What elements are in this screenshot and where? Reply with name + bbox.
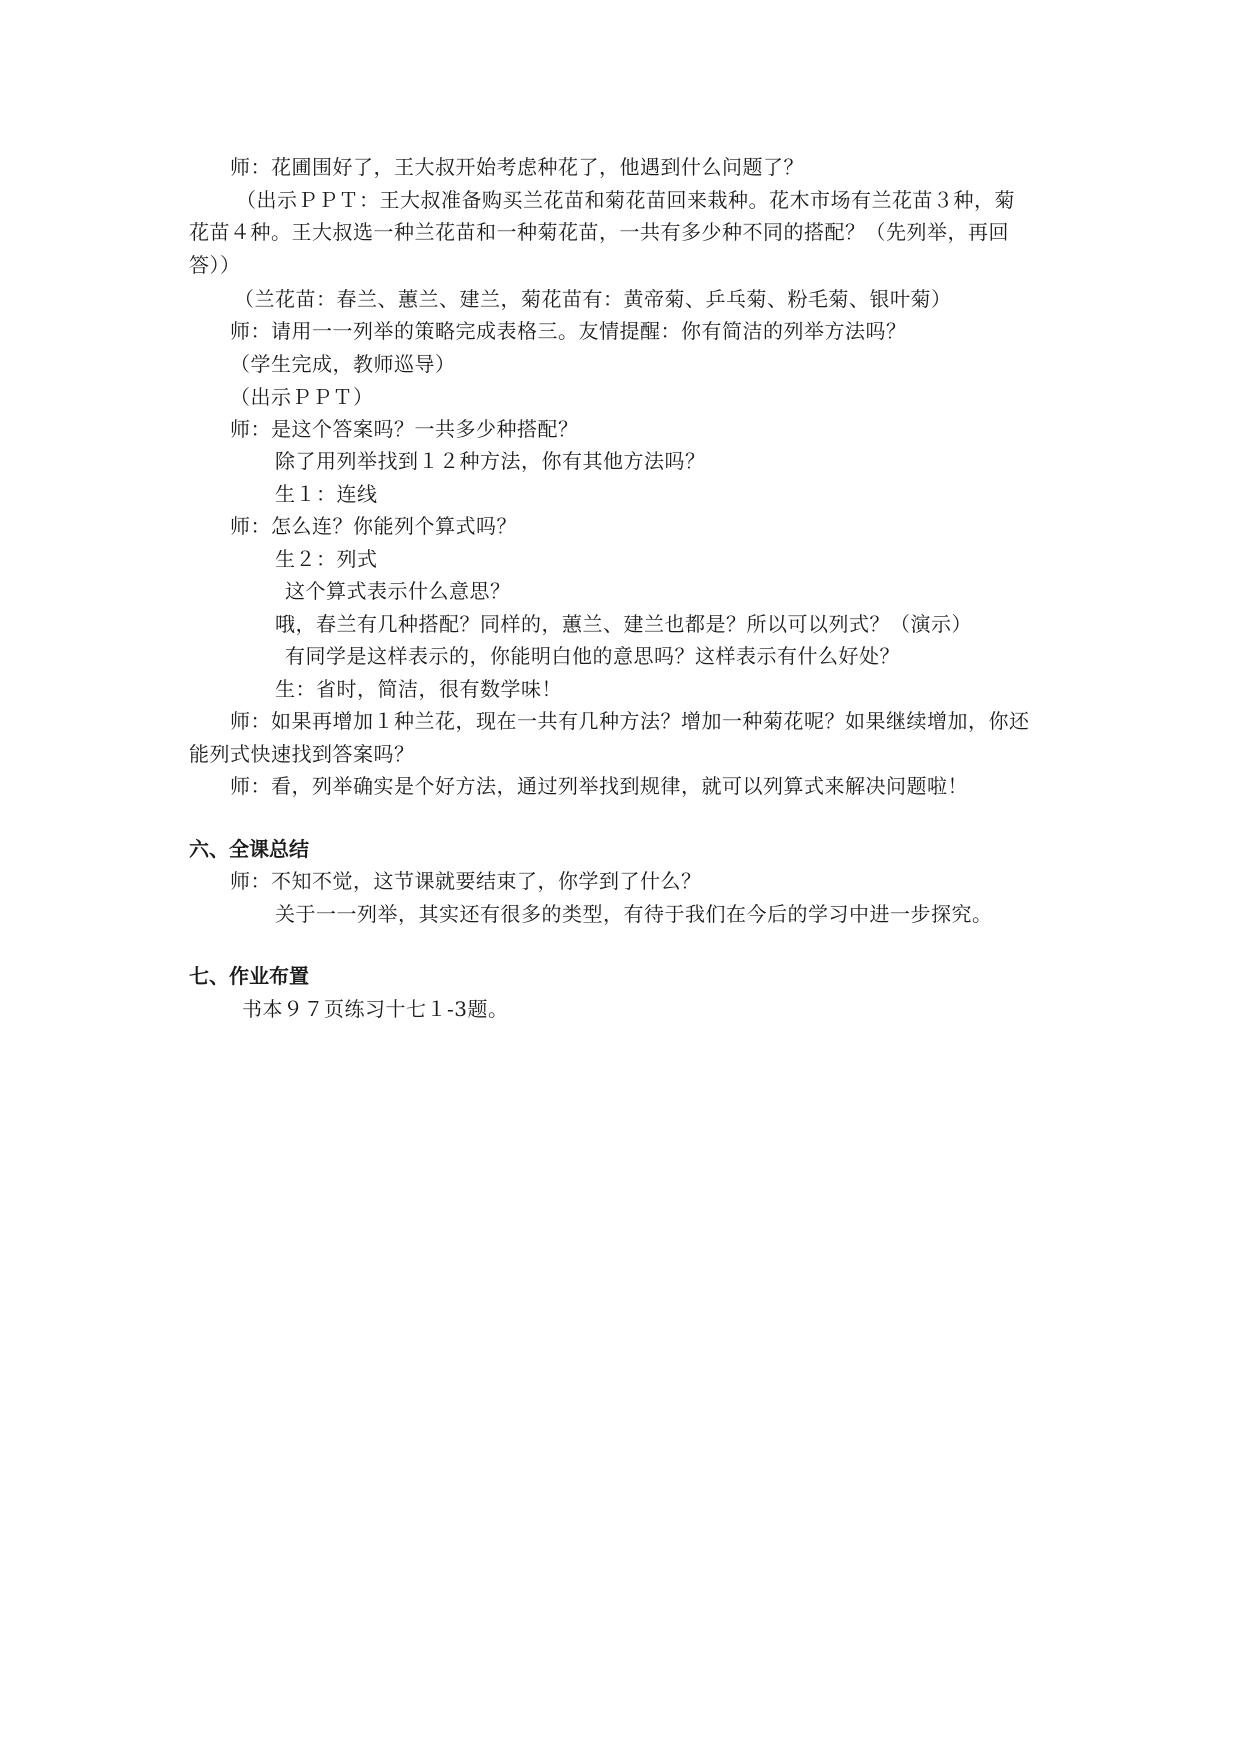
paragraph-line: 师：花圃围好了，王大叔开始考虑种花了，他遇到什么问题了？ <box>230 155 804 179</box>
paragraph-line: 有同学是这样表示的，你能明白他的意思吗？这样表示有什么好处？ <box>285 644 900 668</box>
paragraph-line: 师：怎么连？你能列个算式吗？ <box>230 514 517 538</box>
section-heading: 六、全课总结 <box>189 837 309 861</box>
paragraph-line: 哦，春兰有几种搭配？同样的，蕙兰、建兰也都是？所以可以列式？（演示） <box>275 612 972 636</box>
paragraph-line: 这个算式表示什么意思？ <box>285 579 511 603</box>
paragraph-line: 师：是这个答案吗？一共多少种搭配？ <box>230 417 579 441</box>
paragraph-line: 关于一一列举，其实还有很多的类型，有待于我们在今后的学习中进一步探究。 <box>275 902 993 926</box>
paragraph-line: 师：看，列举确实是个好方法，通过列举找到规律，就可以列算式来解决问题啦！ <box>230 774 968 798</box>
paragraph-line: 书本９７页练习十七１-3题。 <box>242 997 509 1021</box>
paragraph-line: 师：如果再增加１种兰花，现在一共有几种方法？增加一种菊花呢？如果继续增加，你还 <box>230 709 1030 733</box>
paragraph-line: 花苗４种。王大叔选一种兰花苗和一种菊花苗，一共有多少种不同的搭配？（先列举，再回 <box>189 220 1009 244</box>
paragraph-line: （出示ＰＰＴ：王大叔准备购买兰花苗和菊花苗回来栽种。花木市场有兰花苗３种，菊 <box>236 188 1015 212</box>
paragraph-line: 生：省时，简洁，很有数学味！ <box>275 677 562 701</box>
paragraph-line: 答）） <box>189 253 241 277</box>
section-heading: 七、作业布置 <box>189 964 309 988</box>
paragraph-line: 能列式快速找到答案吗？ <box>189 742 415 766</box>
paragraph-line: （兰花苗：春兰、蕙兰、建兰，菊花苗有：黄帝菊、乒乓菊、粉毛菊、银叶菊） <box>234 287 952 311</box>
paragraph-line: （出示ＰＰＴ） <box>230 385 374 409</box>
paragraph-line: 生２：列式 <box>275 547 378 571</box>
paragraph-line: 师：不知不觉，这节课就要结束了，你学到了什么？ <box>230 869 702 893</box>
paragraph-line: （学生完成，教师巡导） <box>230 352 456 376</box>
paragraph-line: 生１：连线 <box>275 482 378 506</box>
paragraph-line: 除了用列举找到１２种方法，你有其他方法吗？ <box>275 449 706 473</box>
paragraph-line: 师：请用一一列举的策略完成表格三。友情提醒：你有简洁的列举方法吗？ <box>230 319 907 343</box>
